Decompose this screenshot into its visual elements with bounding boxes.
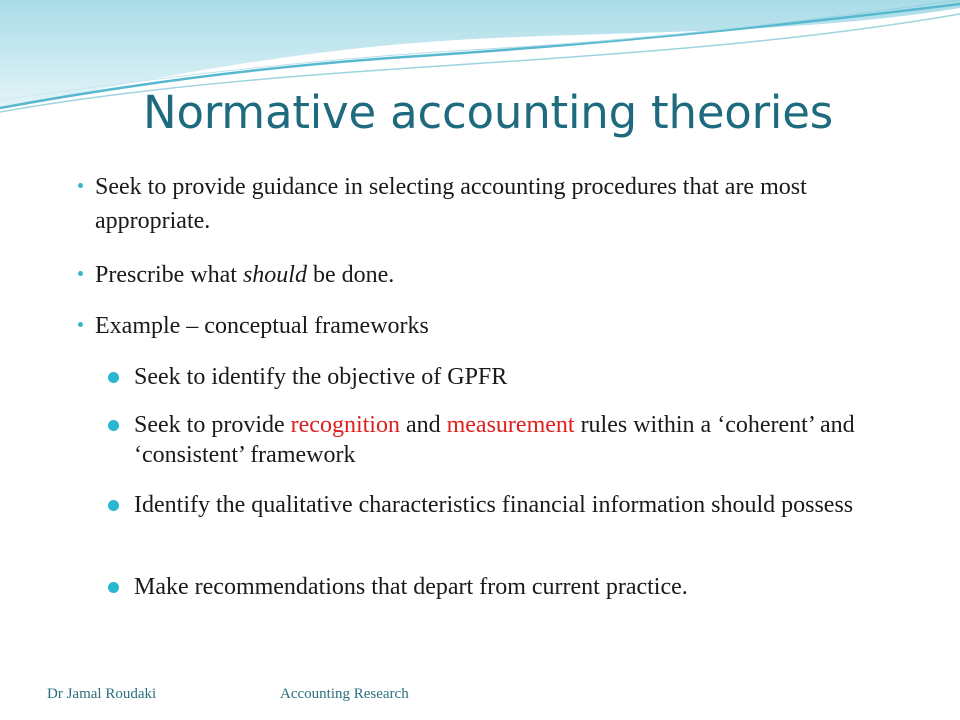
sub-bullet-dot-icon: [108, 420, 119, 431]
bullet-text-pre: Prescribe what: [95, 262, 243, 288]
footer-author: Dr Jamal Roudaki: [47, 686, 157, 702]
highlight-recognition: recognition: [290, 412, 400, 438]
sub-bullet-text: Make recommendations that depart from current practice.: [134, 574, 688, 600]
slide-title: Normative accounting theories: [143, 86, 833, 139]
footer-course: Accounting Research: [280, 686, 409, 702]
bullet-dot-icon: [78, 183, 83, 188]
sub-bullet-recognition: [134, 410, 924, 470]
bullet-text-emphasis: should: [242, 262, 307, 288]
bullet-prescribe: [95, 258, 925, 292]
bullet-guidance: [95, 170, 925, 238]
sub-bullet-text: Identify the qualitative characteristics financial information should possess: [134, 492, 854, 518]
sub-bullet-recommendations: [134, 572, 924, 602]
sub-bullet-qualitative: [134, 490, 924, 520]
sub-bullet-dot-icon: [108, 500, 119, 511]
sub-bullet-objective: [134, 362, 924, 392]
bullet-text: Example – conceptual frameworks: [95, 313, 429, 339]
bullet-example: [95, 309, 925, 343]
sub-bullet-text: Seek to identify the objective of GPFR: [134, 364, 508, 390]
sub-bullet-text-mid: and: [399, 412, 447, 438]
highlight-measurement: measurement: [446, 412, 575, 438]
sub-bullet-text-pre: Seek to provide: [134, 412, 291, 438]
sub-bullet-dot-icon: [108, 372, 119, 383]
bullet-dot-icon: [78, 322, 83, 327]
bullet-text: Seek to provide guidance in selecting accounting procedures that are most appropriate.: [95, 174, 807, 234]
bullet-text-post: be done.: [306, 262, 395, 288]
sub-bullet-text-post: rules within a ‘coherent’ and ‘consistent’ framework: [134, 412, 855, 468]
bullet-dot-icon: [78, 271, 83, 276]
sub-bullet-dot-icon: [108, 582, 119, 593]
